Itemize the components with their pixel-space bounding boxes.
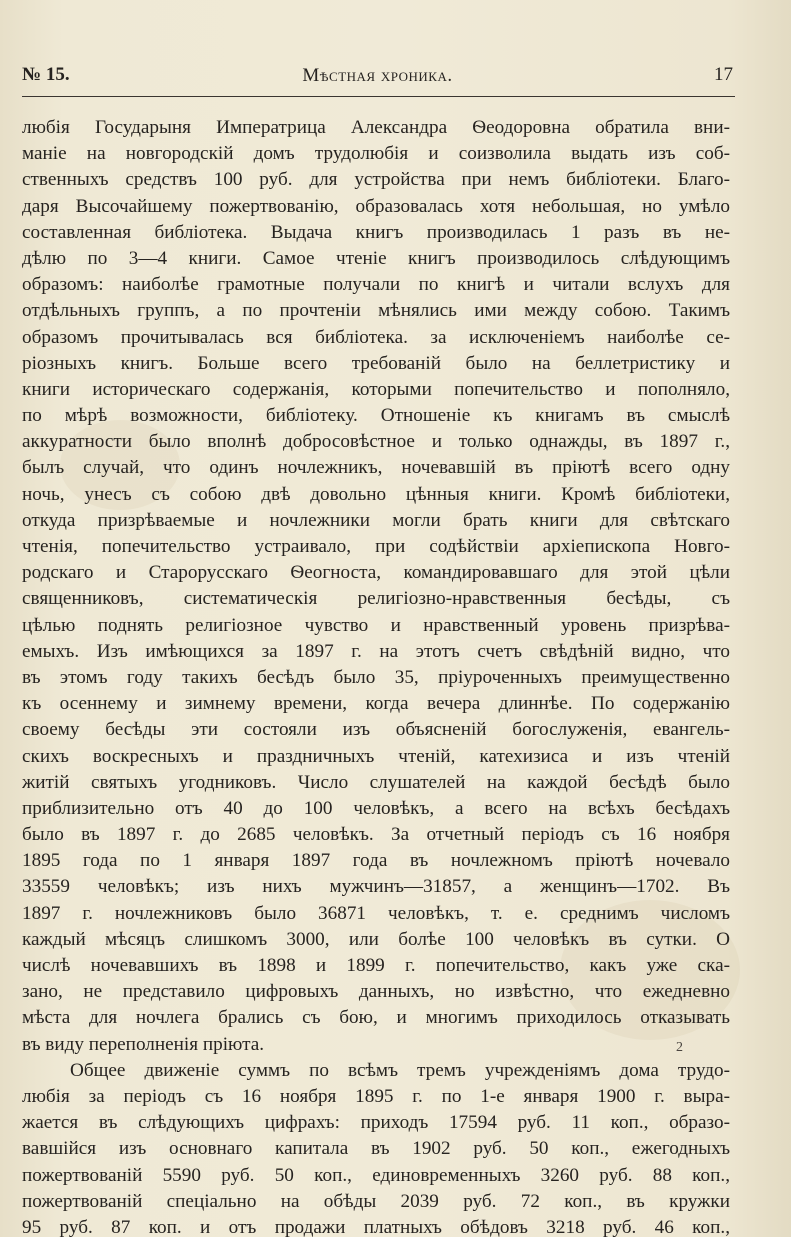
text-line: 95 руб. 87 коп. и отъ продажи платныхъ обѣдовъ 3218 руб. 46 коп., [22,1216,730,1237]
text-line: ночь, унесъ съ собою двѣ довольно цѣнныя книги. Кромѣ библіотеки, [22,483,730,505]
text-line: отдѣльныхъ группъ, а по прочтеніи мѣнялись ими между собою. Такимъ [22,300,730,322]
text-line: скихъ воскресныхъ и праздничныхъ чтеній, катехизиса и изъ чтеній [22,745,730,767]
running-header [22,64,733,92]
text-line: житій святыхъ угодниковъ. Число слушателей на каждой бесѣдѣ было [22,771,730,793]
section-title: Мѣстная хроника. [302,65,453,86]
text-line: 1895 года по 1 января 1897 года въ ночлежномъ пріютѣ ночевало [22,850,730,872]
text-line: приблизительно отъ 40 до 100 человѣкъ, а всего на всѣхъ бесѣдахъ [22,797,730,819]
text-line: дѣлю по 3—4 книги. Самое чтеніе книгъ производилось слѣдующимъ [22,247,730,269]
text-line: аккуратности было вполнѣ добросовѣстное и только однажды, въ 1897 г., [22,431,730,453]
text-line: книги историческаго содержанія, которыми попечительство и пополняло, [22,378,730,400]
text-line: былъ случай, что одинъ ночлежникъ, ночевавшій въ пріютѣ всего одну [22,457,730,479]
text-line: чтенія, попечительство устраивало, при содѣйствіи архіепископа Новго- [22,536,730,557]
signature-mark: 2 [676,1040,683,1055]
text-line: пожертвованій 5590 руб. 50 коп., единовременныхъ 3260 руб. 88 коп., [22,1164,730,1186]
text-line: любія за періодъ съ 16 ноября 1895 г. по 1-е января 1900 г. выра- [22,1085,730,1107]
text-line: вавшійся изъ основнаго капитала въ 1902 руб. 50 коп., ежегодныхъ [22,1138,730,1160]
text-line: образомъ прочитывалась вся библіотека. за исключеніемъ наиболѣе се- [22,326,730,348]
text-line: цѣлью поднять религіозное чувство и нравственный уровень призрѣва- [22,614,730,636]
issue-number: № 15. [22,64,70,85]
text-line: къ осеннему и зимнему времени, когда вечера длиннѣе. По содержанію [22,693,730,715]
text-line: откуда призрѣваемые и ночлежники могли брать книги для свѣтскаго [22,509,730,531]
text-line: числѣ ночевавшихъ въ 1898 и 1899 г. попечительство, какъ уже ска- [22,955,730,976]
text-line: ственныхъ средствъ 100 руб. для устройства при немъ библіотеки. Благо- [22,169,730,191]
text-line: священниковъ, систематическія религіозно-нравственныя бесѣды, съ [22,588,730,610]
header-rule [22,96,735,97]
text-line: зано, не представило цифровыхъ данныхъ, но извѣстно, что ежедневно [22,981,730,1003]
text-line: было въ 1897 г. до 2685 человѣкъ. За отчетный періодъ съ 16 ноября [22,824,730,846]
text-line: любія Государыня Императрица Александра Ѳеодоровна обратила вни- [22,117,730,138]
text-line: составленная библіотека. Выдача книгъ производилась 1 разъ въ не- [22,221,730,243]
text-line: въ виду переполненія пріюта. [22,1033,265,1055]
text-line: жается въ слѣдующихъ цифрахъ: приходъ 17594 руб. 11 коп., образо- [22,1112,730,1134]
body-text [22,115,730,1237]
text-line: пожертвованій спеціально на обѣды 2039 руб. 72 коп., въ кружки [22,1190,730,1212]
text-line: мѣста для ночлега брались съ бою, и многимъ приходилось отказывать [22,1007,730,1029]
text-line: каждый мѣсяцъ слишкомъ 3000, или болѣе 100 человѣкъ въ сутки. О [22,928,730,950]
text-line: даря Высочайшему пожертвованію, образовалась хотя небольшая, но умѣло [22,195,730,217]
text-line: Общее движеніе суммъ по всѣмъ тремъ учрежденіямъ дома трудо- [70,1059,730,1081]
text-line: ріозныхъ книгъ. Больше всего требованій было на беллетристику и [22,352,730,374]
text-line: емыхъ. Изъ имѣющихся за 1897 г. на этотъ счетъ свѣдѣній видно, что [22,640,730,662]
text-line: образомъ: наиболѣе грамотные получали по книгѣ и читали вслухъ для [22,274,730,296]
page-number: 17 [714,64,733,85]
text-line: 1897 г. ночлежниковъ было 36871 человѣкъ, т. е. среднимъ числомъ [22,902,730,924]
text-line: своему бесѣды эти состояли изъ объясненій богослуженія, евангель- [22,719,730,741]
text-line: въ этомъ году такихъ бесѣдъ было 35, пріуроченныхъ преимущественно [22,666,730,688]
text-line: родскаго и Старорусскаго Ѳеогноста, командировавшаго для этой цѣли [22,562,730,584]
text-line: по мѣрѣ возможности, библіотеку. Отношеніе къ книгамъ въ смыслѣ [22,405,730,427]
text-line: 33559 человѣкъ; изъ нихъ мужчинъ—31857, а женщинъ—1702. Въ [22,876,730,898]
text-line: маніе на новгородскій домъ трудолюбія и соизволила выдать изъ соб- [22,143,730,165]
